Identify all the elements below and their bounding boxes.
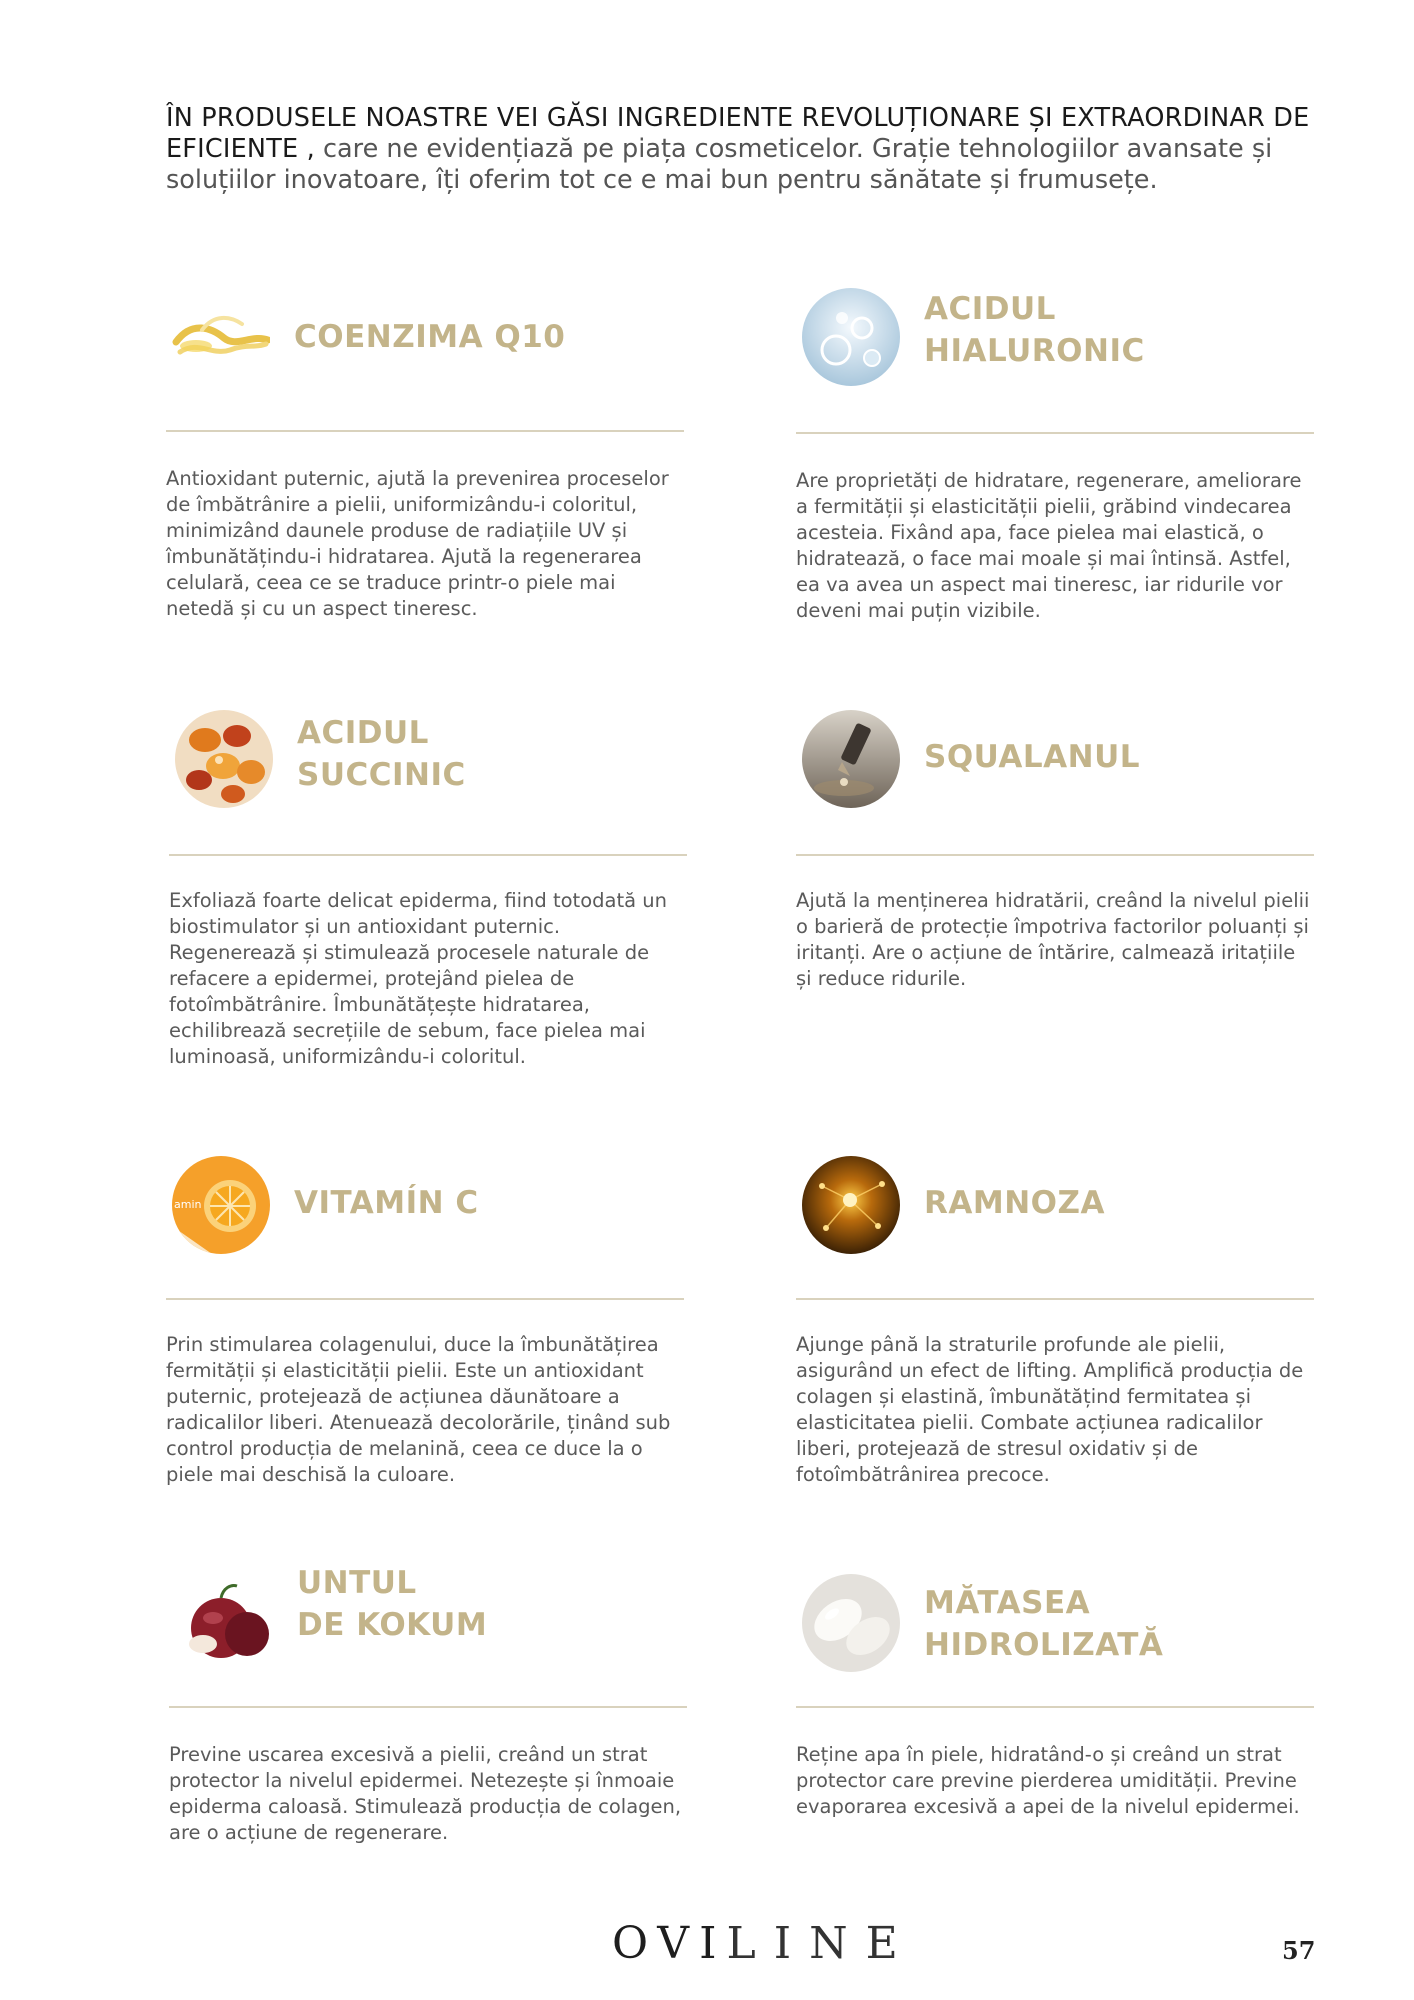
brand-thin: LINE	[726, 1918, 916, 1969]
ingredient-description: Previne uscarea excesivă a pielii, creând un strat protector la nivelul epidermei. Netezește și înmoaie epiderma caloasă. Stimulează producția de colagen, are o acțiune de regenerare.	[169, 1743, 682, 1844]
divider	[166, 430, 684, 432]
ingredient-card-vitamin-c	[166, 1150, 686, 1530]
ingredient-card-coenzima	[166, 280, 686, 660]
ingredient-description: Reține apa în piele, hidratând-o și creând un strat protector care previne pierderea umidității. Previne evaporarea excesivă a apei de la nivelul epidermei.	[796, 1743, 1300, 1818]
orange-slice-icon	[172, 1156, 270, 1254]
ingredient-title: UNTUL DE KOKUM	[297, 1565, 488, 1643]
divider	[166, 1298, 684, 1300]
ingredient-title: RAMNOZA	[924, 1185, 1105, 1221]
brand-bold: OVI	[612, 1918, 727, 1969]
ingredient-card-matasea	[796, 1562, 1316, 1942]
vitamin-badge-text: amin	[174, 1198, 202, 1211]
ingredient-card-succinic	[169, 702, 689, 1082]
ingredient-title: COENZIMA Q10	[294, 319, 566, 355]
water-bubbles-icon	[802, 288, 900, 386]
glowing-molecule-icon	[802, 1156, 900, 1254]
divider	[796, 854, 1314, 856]
kokum-fruit-icon	[175, 1574, 273, 1672]
amber-stones-icon	[175, 710, 273, 808]
intro-paragraph	[166, 103, 1336, 196]
divider	[796, 1706, 1314, 1708]
ingredient-title: SQUALANUL	[924, 739, 1141, 775]
page-number: 57	[1282, 1936, 1316, 1965]
ingredient-card-hialuronic	[796, 280, 1316, 660]
ingredient-description: Ajută la menținerea hidratării, creând la nivelul pielii o barieră de protecție împotriva factorilor poluanți și iritanți. Are o acțiune de întărire, calmează iritațiile și reduce ridurile.	[796, 889, 1310, 990]
ingredient-title: MĂTASEA HIDROLIZATĂ	[924, 1585, 1164, 1663]
silk-cocoons-icon	[802, 1574, 900, 1672]
intro-caps: ÎN PRODUSELE NOASTRE VEI GĂSI INGREDIENTE REVOLUȚIONARE ȘI EXTRAORDINAR DE EFICIENTE ,	[166, 103, 1310, 164]
ingredient-card-ramnoza	[796, 1150, 1316, 1530]
ingredient-card-kokum	[169, 1562, 689, 1942]
ingredient-description: Prin stimularea colagenului, duce la îmbunătățirea fermității și elasticității pielii. Este un antioxidant puternic, protejează de acțiunea dăunătoare a radicalilor liberi. Atenuează decolorările, ținând sub control producția de melanină, ceea ce duce la o piele mai deschisă la culoare.	[166, 1333, 671, 1486]
divider	[796, 432, 1314, 434]
ingredient-title: ACIDUL SUCCINIC	[297, 715, 466, 793]
brand-logo	[612, 1918, 916, 1969]
ingredient-title: ACIDUL HIALURONIC	[924, 291, 1145, 369]
ingredient-card-squalanul	[796, 702, 1316, 1082]
divider	[169, 854, 687, 856]
ingredient-description: Are proprietăți de hidratare, regenerare, ameliorare a fermității și elasticității pielii, grăbind vindecarea acesteia. Fixând apa, face pielea mai elastică, o hidratează, o face mai moale și mai întinsă. Astfel, ea va avea un aspect mai tineresc, iar ridurile vor deveni mai puțin vizibile.	[796, 469, 1302, 622]
divider	[796, 1298, 1314, 1300]
ingredient-description: Antioxidant puternic, ajută la prevenirea proceselor de îmbătrânire a pielii, uniformizându-i coloritul, minimizând daunele produse de radiațiile UV și îmbunătățindu-i hidratarea. Ajută la regenerarea celulară, ceea ce se traduce printr-o piele mai netedă și cu un aspect tineresc.	[166, 467, 669, 620]
ingredient-title: VITAMÍN C	[294, 1185, 479, 1221]
ingredient-description: Exfoliază foarte delicat epiderma, fiind totodată un biostimulator și un antioxidant puternic. Regenerează și stimulează procesele naturale de refacere a epidermei, protejând pielea de fotoîmbătrânire. Îmbunătățește hidratarea, echilibrează secrețiile de sebum, face pielea mai luminoasă, uniformizându-i coloritul.	[169, 889, 667, 1068]
oil-dropper-icon	[802, 710, 900, 808]
intro-text: care ne evidențiază pe piața cosmeticelor. Grație tehnologiilor avansate și soluțiilor inovatoare, îți oferim tot ce e mai bun pentru sănătate și frumusețe.	[166, 134, 1273, 195]
divider	[169, 1706, 687, 1708]
ingredient-description: Ajunge până la straturile profunde ale pielii, asigurând un efect de lifting. Amplifică producția de colagen și elastină, îmbunătățind fermitatea și elasticitatea pielii. Combate acțiunea radicalilor liberi, protejează de stresul oxidativ și de fotoîmbătrânirea precoce.	[796, 1333, 1304, 1486]
golden-oil-swirl-icon	[172, 290, 270, 388]
